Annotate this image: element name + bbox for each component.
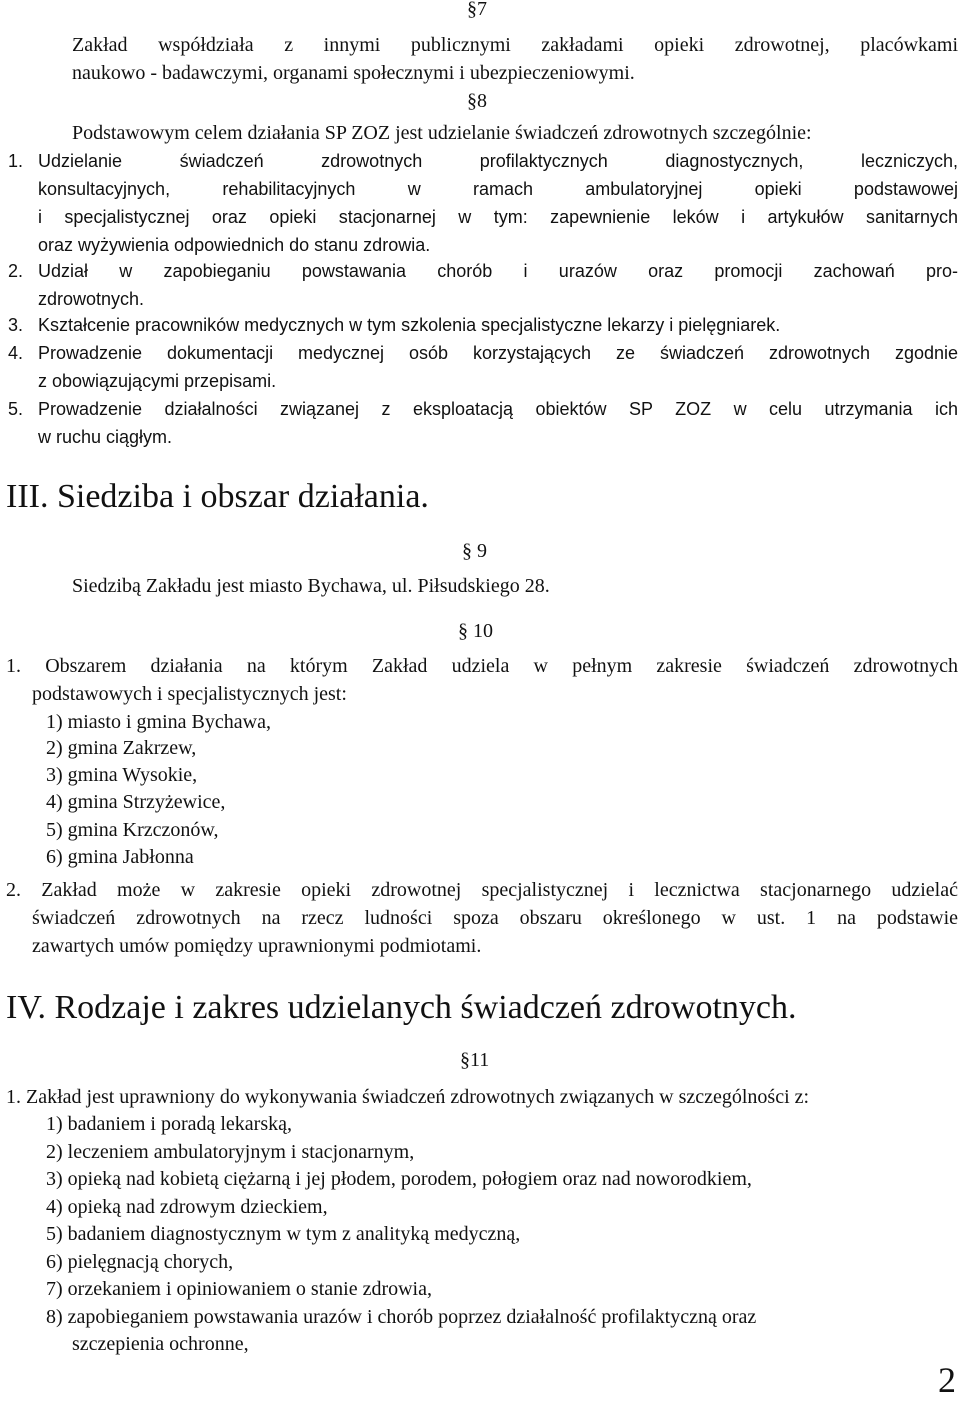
service-list-item: 8) zapobieganiem powstawania urazów i chorób poprzez działalność profilaktyczną oraz	[46, 1306, 757, 1328]
service-list-item: 3) opieką nad kobietą ciężarną i jej płodem, porodem, połogiem oraz nad noworodkiem,	[46, 1168, 752, 1190]
section-10-item2-line1: 2. Zakład może w zakresie opieki zdrowotnej specjalistycznej i lecznictwa stacjonarnego udzielać	[6, 879, 958, 901]
section-8-number: §8	[467, 90, 487, 112]
section-10-number: § 10	[458, 620, 493, 642]
section-9-text: Siedzibą Zakładu jest miasto Bychawa, ul. Piłsudskiego 28.	[72, 575, 550, 597]
service-list-item-continuation: szczepienia ochronne,	[72, 1333, 249, 1355]
page-number: 2	[938, 1360, 956, 1400]
list-item-line: z obowiązującymi przepisami.	[38, 371, 277, 391]
section-9-number: § 9	[462, 540, 487, 562]
list-item-number: 1.	[8, 151, 24, 171]
list-item-line: Kształcenie pracowników medycznych w tym szkolenia specjalistyczne lekarzy i pielęgniarek.	[38, 315, 781, 335]
chapter-3-heading: III. Siedziba i obszar działania.	[6, 478, 429, 515]
service-list-item: 1) badaniem i poradą lekarską,	[46, 1113, 293, 1135]
list-item-number: 5.	[8, 399, 24, 419]
service-list-item: 7) orzekaniem i opiniowaniem o stanie zdrowia,	[46, 1278, 432, 1300]
section-11-intro: 1. Zakład jest uprawniony do wykonywania świadczeń zdrowotnych związanych w szczególności z:	[6, 1086, 810, 1108]
section-10-item1-line2: podstawowych i specjalistycznych jest:	[32, 683, 347, 705]
section-7-text-line1: Zakład współdziała z innymi publicznymi zakładami opieki zdrowotnej, placówkami	[72, 34, 958, 56]
list-item-line: zdrowotnych.	[38, 289, 145, 309]
service-list-item: 5) badaniem diagnostycznym w tym z analityką medyczną,	[46, 1223, 521, 1245]
service-list-item: 4) opieką nad zdrowym dzieckiem,	[46, 1196, 328, 1218]
list-item-line: konsultacyjnych, rehabilitacyjnych w ramach ambulatoryjnej opieki podstawowej	[38, 179, 958, 199]
list-item-number: 2.	[8, 261, 24, 281]
section-7-text-line2: naukowo - badawczymi, organami społecznymi i ubezpieczeniowymi.	[72, 62, 635, 84]
section-10-item2-line3: zawartych umów pomiędzy uprawnionymi podmiotami.	[32, 935, 482, 957]
chapter-4-heading: IV. Rodzaje i zakres udzielanych świadczeń zdrowotnych.	[6, 989, 797, 1026]
list-item-line: w ruchu ciągłym.	[38, 427, 173, 447]
area-list-item: 1) miasto i gmina Bychawa,	[46, 711, 271, 733]
service-list-item: 2) leczeniem ambulatoryjnym i stacjonarnym,	[46, 1141, 415, 1163]
area-list-item: 3) gmina Wysokie,	[46, 764, 198, 786]
service-list-item: 6) pielęgnacją chorych,	[46, 1251, 234, 1273]
list-item-number: 4.	[8, 343, 24, 363]
section-7-number: §7	[467, 0, 487, 20]
section-8-intro: Podstawowym celem działania SP ZOZ jest udzielanie świadczeń zdrowotnych szczególnie:	[72, 122, 812, 144]
section-10-item2-line2: świadczeń zdrowotnych na rzecz ludności spoza obszaru określonego w ust. 1 na podstawie	[32, 907, 958, 929]
area-list-item: 5) gmina Krzczonów,	[46, 819, 219, 841]
list-item-line: oraz wyżywienia odpowiednich do stanu zdrowia.	[38, 235, 431, 255]
list-item-line: Udział w zapobieganiu powstawania chorób i urazów oraz promocji zachowań pro-	[38, 261, 958, 281]
list-item-line: i specjalistycznej oraz opieki stacjonarnej w tym: zapewnienie leków i artykułów sanitarnych	[38, 207, 958, 227]
list-item-line: Prowadzenie dokumentacji medycznej osób korzystających ze świadczeń zdrowotnych zgodnie	[38, 343, 958, 363]
list-item-line: Udzielanie świadczeń zdrowotnych profilaktycznych diagnostycznych, leczniczych,	[38, 151, 958, 171]
list-item-line: Prowadzenie działalności związanej z eksploatacją obiektów SP ZOZ w celu utrzymania ich	[38, 399, 958, 419]
section-11-number: §11	[460, 1049, 490, 1071]
area-list-item: 4) gmina Strzyżewice,	[46, 791, 226, 813]
area-list-item: 6) gmina Jabłonna	[46, 846, 194, 868]
area-list-item: 2) gmina Zakrzew,	[46, 737, 197, 759]
section-10-item1-line1: 1. Obszarem działania na którym Zakład udziela w pełnym zakresie świadczeń zdrowotnych	[6, 655, 958, 677]
list-item-number: 3.	[8, 315, 24, 335]
